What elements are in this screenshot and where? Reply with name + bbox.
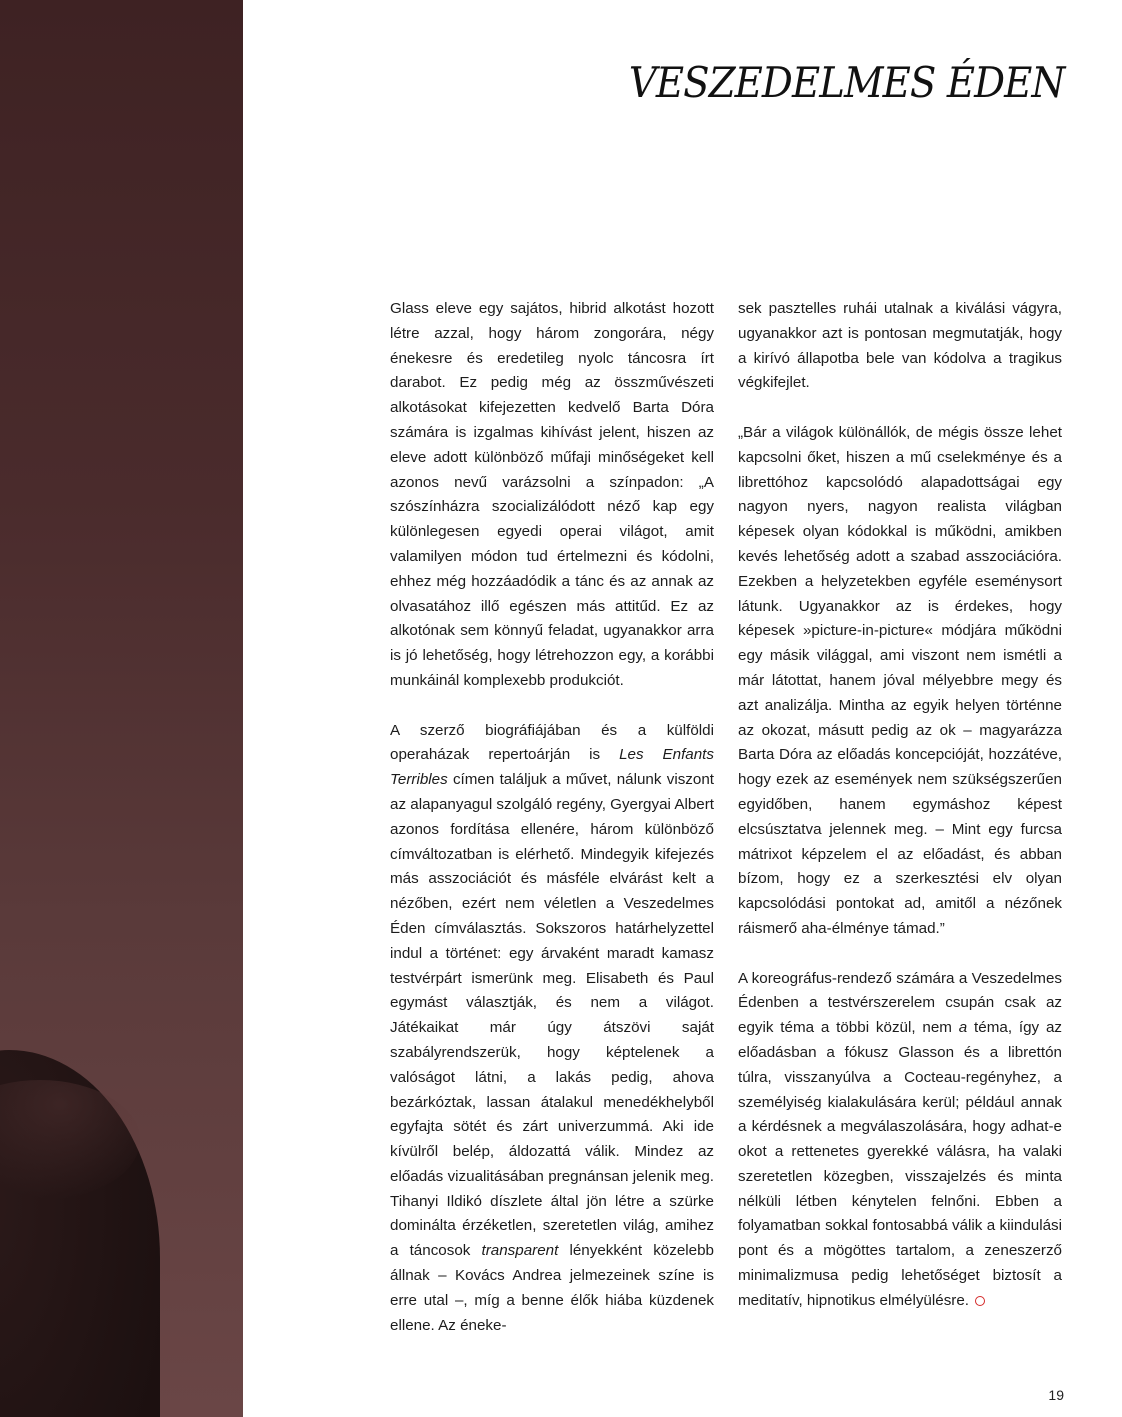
paragraph: „Bár a világok különállók, de mégis össze lehet kapcsolni őket, hiszen a mű cselekménye és a librettóhoz kapcsolódó alapadottságai egy nagyon nyers, nagyon realista világban képesek olyan kódokkal is működni, amikben kevés lehetőség adott a szabad asszociációra. Ezekben a helyzetekben egyféle eseménysort látunk. Ugyanakkor az is érdekes, hogy képesek »picture-in-picture« módjára működni egy másik világgal, ami viszont nem ismétli a már látottat, hanem jóval mélyebbre megy és azt analizálja. Mintha az egyik helyen történne az okozat, másutt pedig az ok – magyarázza Barta Dóra az előadás koncepcióját, hozzátéve, hogy ezek az események nem szükségszerűen egyidőben, hanem egymáshoz képest elcsúsztatva jelennek meg. – Mint egy furcsa mátrixot képzelem el az előadást, és abban bízom, hogy ez a szerkesztési elv olyan kapcsolódási pontokat ad, amitől a nézőnek ráismerő aha-élménye támad.” <box>738 423 1062 937</box>
text-run: A koreográfus-rendező számára a Veszedelmes Édenben a testvérszerelem csupán csak az egyik téma a többi közül, nem <box>738 969 1062 1037</box>
end-of-article-icon <box>975 1296 985 1306</box>
text-run: A szerző biográfiájában és a külföldi operaházak repertoárján is <box>390 721 714 764</box>
page-number: 19 <box>1048 1387 1064 1403</box>
text-column-right <box>738 297 1062 1338</box>
text-run: téma, így az előadásban a fókusz Glasson és a librettón túlra, visszanyúlva a Cocteau-regényhez, a személyiség kialakulására kerül; például annak a kérdésnek a megválaszolására, hogy adhat-e okot a rettenetes gyerekké válásra, ha valaki szeretetlen közegben, visszajelzés és minta nélküli létben kénytelen felnőni. Ebben a folyamatban sokkal fontosabbá válik a kiindulási pont és a mögöttes tartalom, a zeneszerző minimalizmusa pedig lehetőséget biztosít a meditatív, hipnotikus elmélyülésre. <box>738 1019 1062 1309</box>
text-run: címen találjuk a művet, nálunk viszont az alapanyagul szolgáló regény, Gyergyai Albert azonos fordítása ellenére, három különböző címváltozatban is elérhető. Mindegyik kifejezés más asszociációt és másféle elvárást kelt a nézőben, ezért nem véletlen a Veszedelmes Éden címválasztás. Sokszoros határhelyzettel indul a történet: egy árvaként maradt kamasz testvérpárt ismerünk meg. Elisabeth és Paul egymást választják, és nem a világot. Játékaikat már úgy átszövi saját szabályrendszerük, hogy képtelenek a valóságot látni, a lakás pedig, ahova bezárkóztak, lassan átalakul menedékhelyből egyfajta sötét és zárt univerzummá. Aki ide kívülről belép, áldozattá válik. Mindez az előadás vizualitásában pregnánsan jelenik meg. Tihanyi Ildikó díszlete által jön létre a szürke dominálta érzéketlen, szeretetlen világ, amihez a táncosok <box>390 771 714 1260</box>
text-column-left <box>390 297 714 1363</box>
italic-title: Les Enfants Terribles <box>390 746 714 789</box>
italic-word: transparent <box>481 1242 559 1260</box>
paragraph: sek pasztelles ruhái utalnak a kiválási vágyra, ugyanakkor azt is pontosan megmutatják, hogy a kirívó állapotba bele van kódolva a tragikus végkifejlet. <box>738 300 1062 392</box>
text-run: lényekként közelebb állnak – Kovács Andrea jelmezeinek színe is erre utal –, míg a benne élők hiába küzdenek ellene. Az éneke- <box>390 1242 714 1334</box>
paragraph: Glass eleve egy sajátos, hibrid alkotást hozott létre azzal, hogy három zongorára, négy énekesre és eredetileg nyolc táncosra írt darabot. Ez pedig még az összművészeti alkotásokat kifejezetten kedvelő Barta Dóra számára is izgalmas kihívást jelent, hiszen az eleve adott különböző műfaji minőségeket kell azonos nevű varázsolni a színpadon: „A szószínházra szocializálódott néző kap egy különlegesen egyedi operai világot, amit valamilyen módon tud értelmezni és kódolni, ehhez még hozzáadódik a tánc és az annak az olvasatához illő egészen más attitűd. Ez az alkotónak sem könnyű feladat, ugyanakkor arra is jó lehetőség, hogy létrehozzon egy, a korábbi munkáinál komplexebb produkciót. <box>390 300 714 689</box>
article-title: VESZEDELMES ÉDEN <box>628 58 1064 107</box>
photo-panel <box>0 0 243 1417</box>
italic-word: a <box>958 1019 968 1037</box>
paragraph <box>390 719 714 1339</box>
paragraph <box>738 967 1062 1314</box>
